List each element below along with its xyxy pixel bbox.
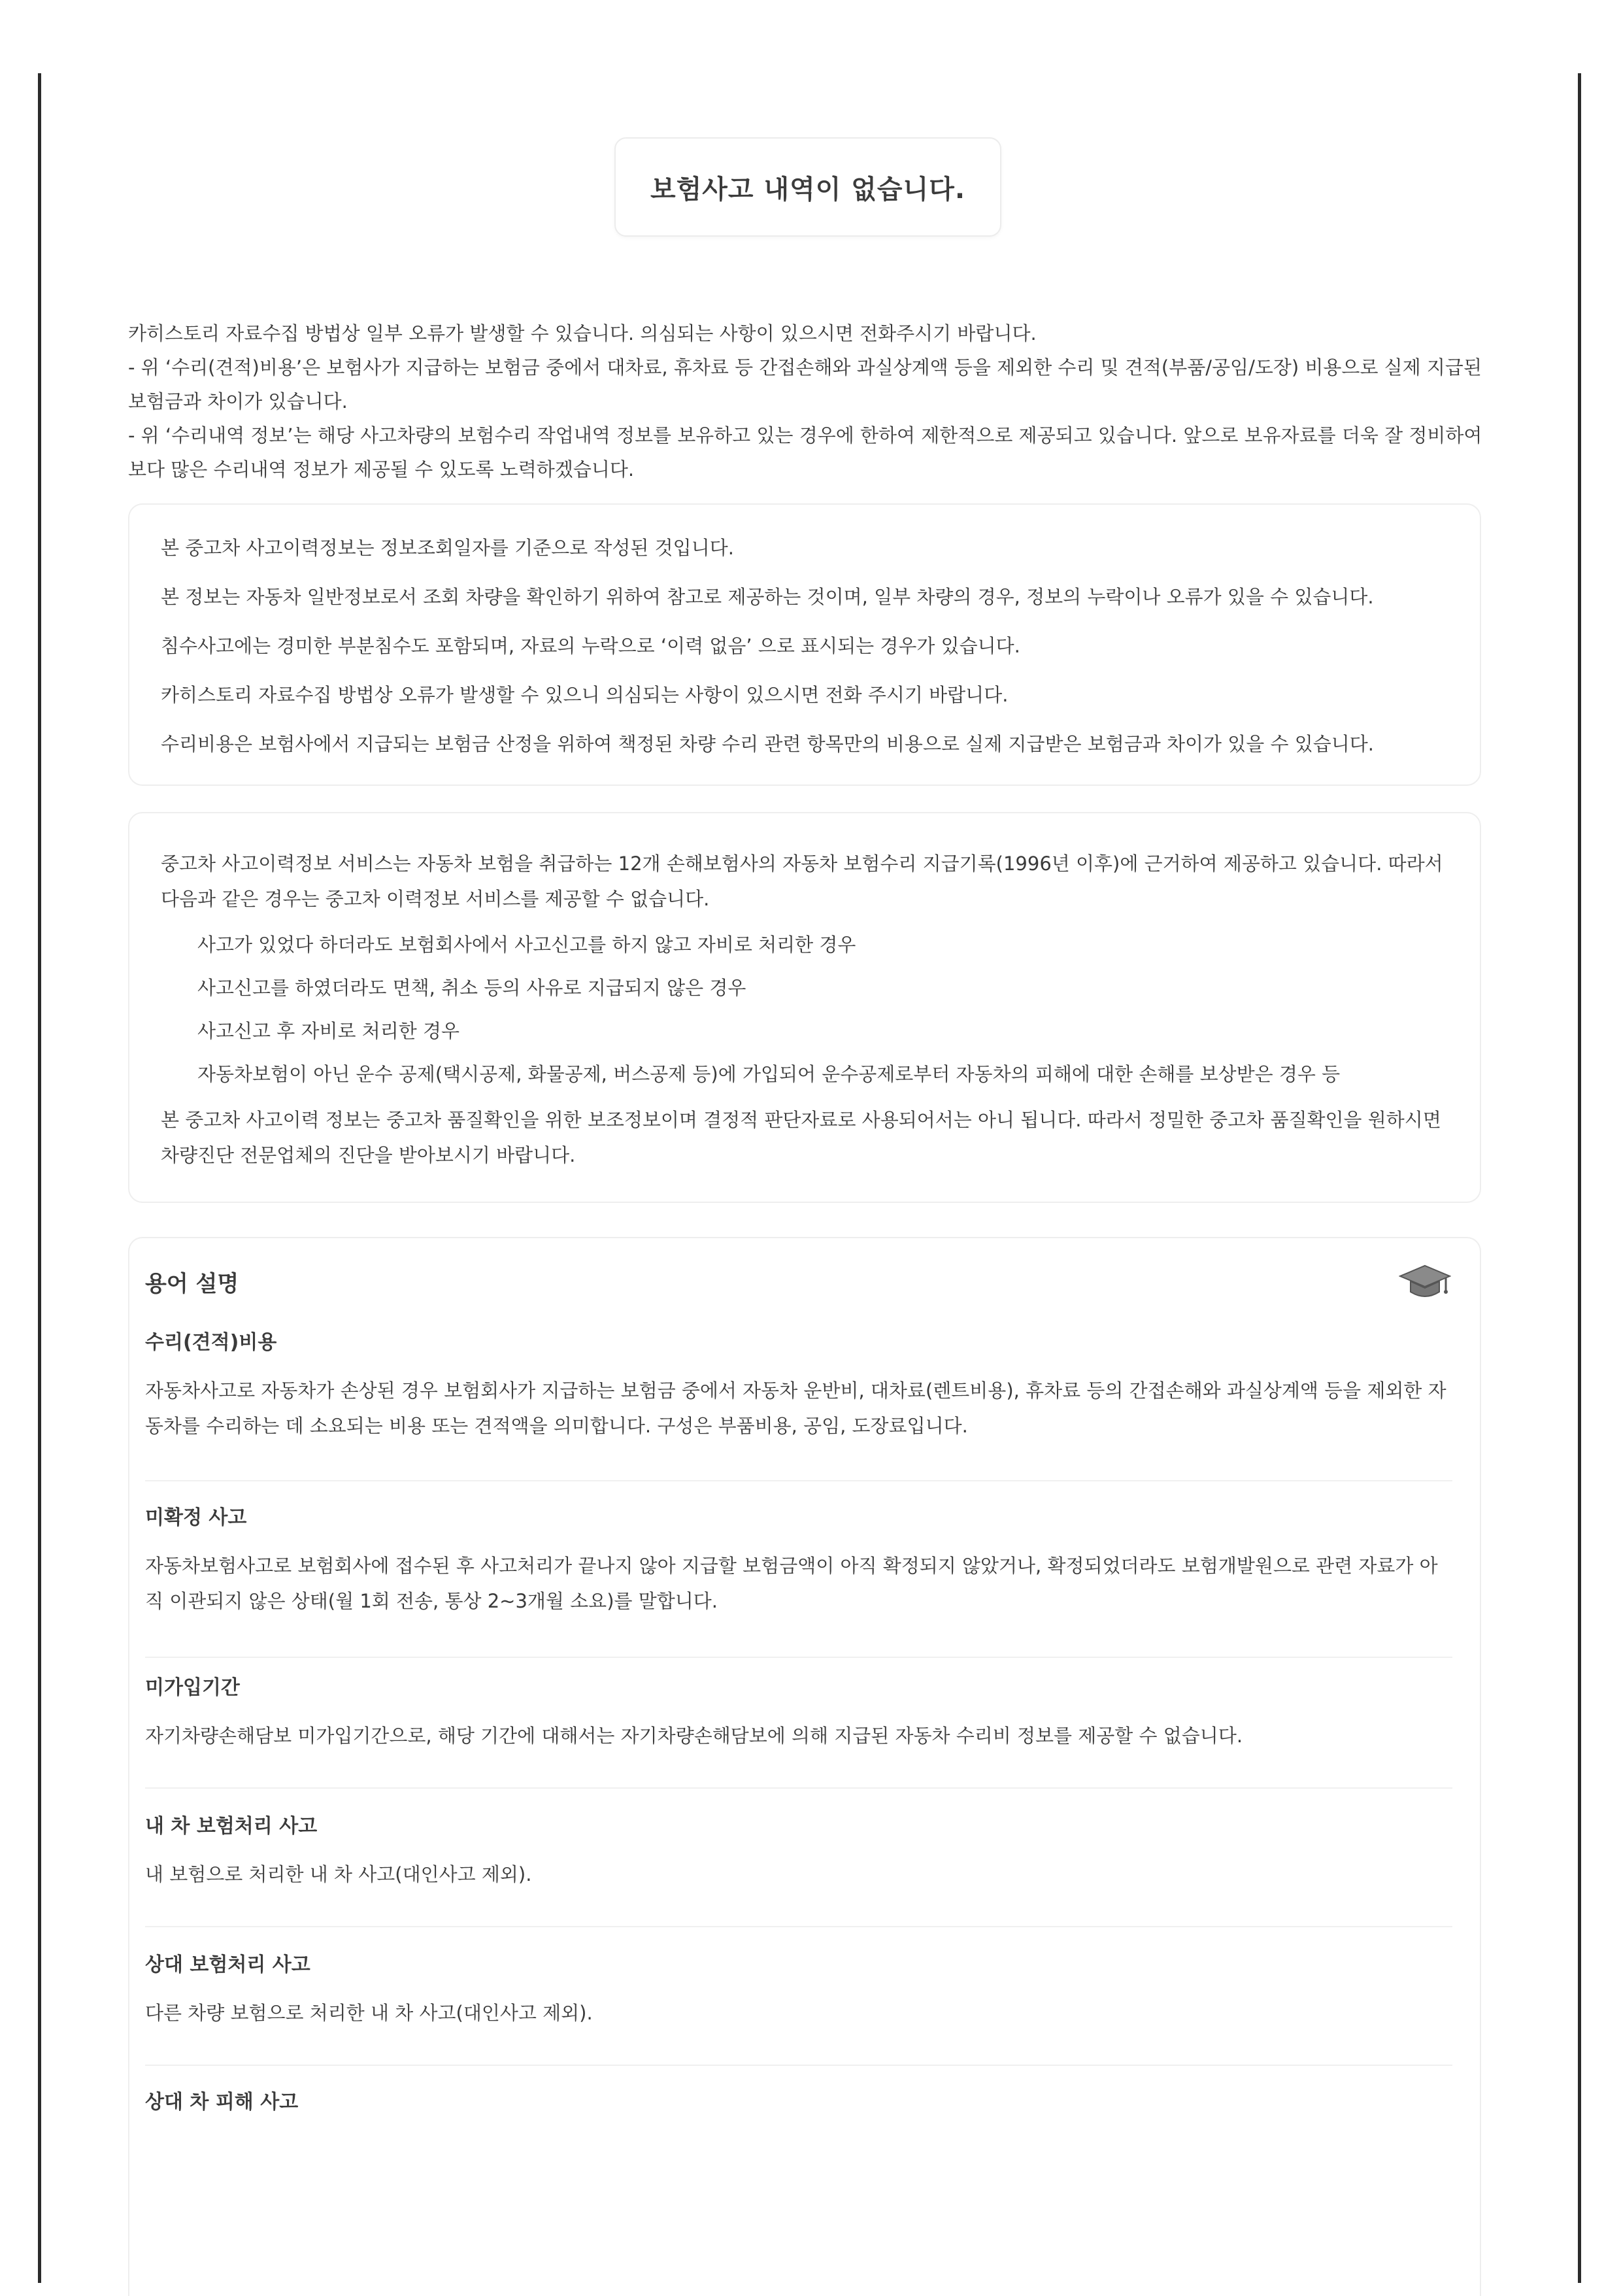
divider (145, 1657, 1452, 1658)
divider (145, 1787, 1452, 1789)
term-title: 내 차 보험처리 사고 (145, 1815, 318, 1838)
list-item: 사고신고 후 자비로 처리한 경우 (197, 1020, 460, 1042)
term-title: 상대 보험처리 사고 (145, 1953, 310, 1976)
list-item: 사고신고를 하였더라도 면책, 취소 등의 사유로 지급되지 않은 경우 (197, 977, 746, 999)
term-description: 자동차보험사고로 보험회사에 접수된 후 사고처리가 끝나지 않아 지급할 보험금액이 아직 확정되지 않았거나, 확정되었더라도 보험개발원으로 관련 자료가 아직 이관되지 않은 상태(월 1회 전송, 통상 2~3개월 소요)를 말합니다. (145, 1555, 1438, 1612)
glossary-term (145, 1952, 1452, 2031)
intro-line: 카히스토리 자료수집 방법상 일부 오류가 발생할 수 있습니다. 의심되는 사항이 있으시면 전화주시기 바랍니다. (128, 322, 1037, 345)
term-title: 미가입기간 (145, 1676, 240, 1699)
notice-card (128, 503, 1481, 786)
term-description: 다른 차량 보험으로 처리한 내 차 사고(대인사고 제외). (145, 2002, 593, 2024)
intro-line: - 위 ‘수리(견적)비용’은 보험사가 지급하는 보험금 중에서 대차료, 휴차료 등 간접손해와 과실상계액 등을 제외한 수리 및 견적(부품/공임/도장) 비용으로 실제 지급된 보험금과 차이가 있습니다. (128, 356, 1482, 413)
notice-line: 수리비용은 보험사에서 지급되는 보험금 산정을 위하여 책정된 차량 수리 관련 항목만의 비용으로 실제 지급받은 보험금과 차이가 있을 수 있습니다. (161, 733, 1374, 755)
term-description: 자기차량손해담보 미가입기간으로, 해당 기간에 대해서는 자기차량손해담보에 의해 지급된 자동차 수리비 정보를 제공할 수 없습니다. (145, 1725, 1243, 1747)
service-closing: 본 중고차 사고이력 정보는 중고차 품질확인을 위한 보조정보이며 결정적 판단자료로 사용되어서는 아니 됩니다. 따라서 정밀한 중고차 품질확인을 원하시면 차량진단 전문업체의 진단을 받아보시기 바랍니다. (161, 1109, 1441, 1166)
glossary-card (128, 1237, 1481, 2296)
term-title: 수리(견적)비용 (145, 1331, 277, 1354)
notice-line: 본 중고차 사고이력정보는 정보조회일자를 기준으로 작성된 것입니다. (161, 537, 734, 559)
glossary-term (145, 1675, 1452, 1753)
term-description: 내 보험으로 처리한 내 차 사고(대인사고 제외). (145, 1863, 532, 1885)
page-title: 보험사고 내역이 없습니다. (650, 174, 966, 205)
divider (145, 1480, 1452, 1481)
page-border-left (38, 73, 41, 2283)
glossary-term (145, 1330, 1452, 1443)
notice-line: 카히스토리 자료수집 방법상 오류가 발생할 수 있으니 의심되는 사항이 있으시면 전화 주시기 바랍니다. (161, 684, 1009, 706)
service-intro: 중고차 사고이력정보 서비스는 자동차 보험을 취급하는 12개 손해보험사의 자동차 보험수리 지급기록(1996년 이후)에 근거하여 제공하고 있습니다. 따라서 다음과 같은 경우는 중고차 이력정보 서비스를 제공할 수 없습니다. (161, 853, 1443, 910)
notice-line: 침수사고에는 경미한 부분침수도 포함되며, 자료의 누락으로 ‘이력 없음’ 으로 표시되는 경우가 있습니다. (161, 635, 1020, 657)
title-box (614, 137, 1001, 237)
graduation-cap-icon (1399, 1262, 1451, 1302)
term-title: 상대 차 피해 사고 (145, 2091, 299, 2114)
list-item: 사고가 있었다 하더라도 보험회사에서 사고신고를 하지 않고 자비로 처리한 경우 (197, 934, 856, 956)
service-card (128, 812, 1481, 1203)
glossary-term (145, 1505, 1452, 1619)
service-exclusion-list (161, 923, 1448, 1096)
term-description: 자동차사고로 자동차가 손상된 경우 보험회사가 지급하는 보험금 중에서 자동차 운반비, 대차료(렌트비용), 휴차료 등의 간접손해와 과실상계액 등을 제외한 자동차를 수리하는 데 소요되는 비용 또는 견적액을 의미합니다. 구성은 부품비용, 공임, 도장료입니다. (145, 1379, 1446, 1437)
divider (145, 1926, 1452, 1927)
list-item: 자동차보험이 아닌 운수 공제(택시공제, 화물공제, 버스공제 등)에 가입되어 운수공제로부터 자동차의 피해에 대한 손해를 보상받은 경우 등 (197, 1063, 1341, 1085)
term-title: 미확정 사고 (145, 1506, 247, 1529)
page-border-right (1578, 73, 1581, 2283)
glossary-term (145, 1814, 1452, 1892)
notice-line: 본 정보는 자동차 일반정보로서 조회 차량을 확인하기 위하여 참고로 제공하는 것이며, 일부 차량의 경우, 정보의 누락이나 오류가 있을 수 있습니다. (161, 586, 1374, 608)
intro-line: - 위 ‘수리내역 정보’는 해당 사고차량의 보험수리 작업내역 정보를 보유하고 있는 경우에 한하여 제한적으로 제공되고 있습니다. 앞으로 보유자료를 더욱 잘 정비하여 보다 많은 수리내역 정보가 제공될 수 있도록 노력하겠습니다. (128, 424, 1482, 481)
glossary-term (145, 2089, 1452, 2133)
divider (145, 2065, 1452, 2066)
glossary-heading: 용어 설명 (145, 1271, 239, 1297)
intro-notes (128, 316, 1494, 486)
